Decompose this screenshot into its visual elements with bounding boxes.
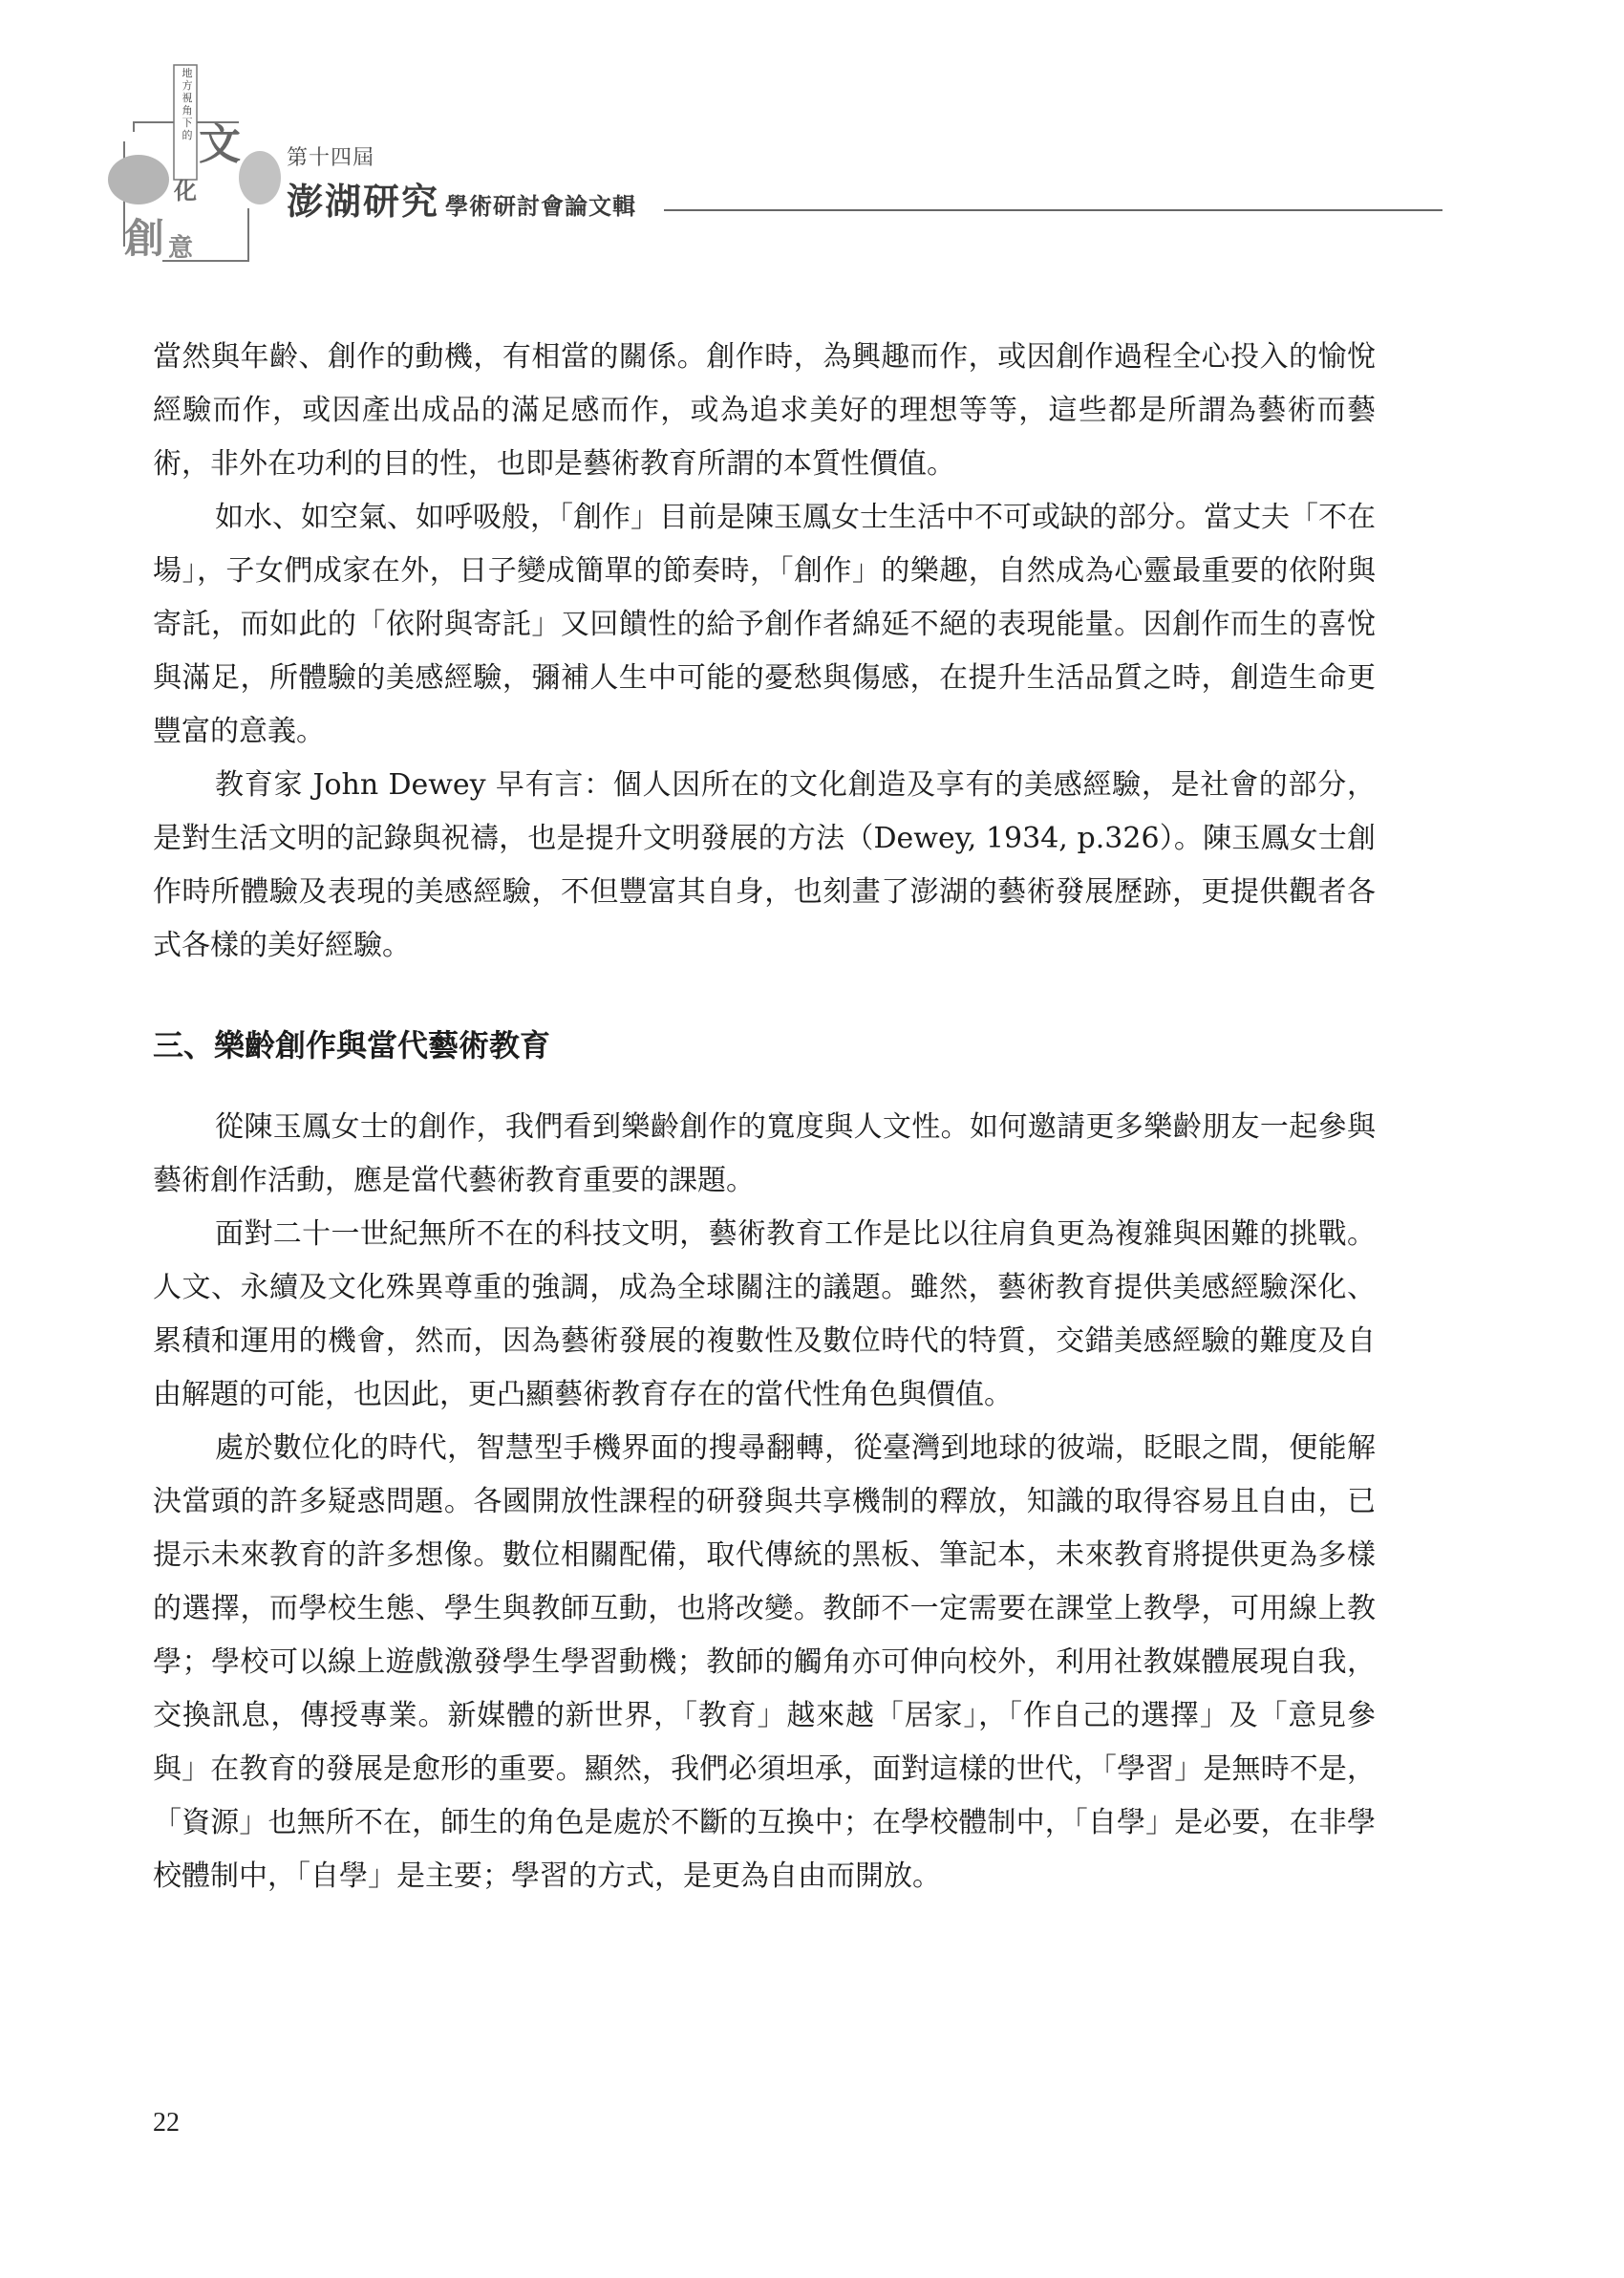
paragraph: 從陳玉鳳女士的創作，我們看到樂齡創作的寬度與人文性。如何邀請更多樂齡朋友一起參與藝術創作活動，應是當代藝術教育重要的課題。 bbox=[153, 1110, 1376, 1197]
paragraph: 如水、如空氣、如呼吸般，「創作」目前是陳玉鳳女士生活中不可或缺的部分。當丈夫「不在場」，子女們成家在外，日子變成簡單的節奏時，「創作」的樂趣，自然成為心靈最重要的依附與寄託，而如此的「依附與寄託」又回饋性的給予創作者綿延不絕的表現能量。因創作而生的喜悅與滿足，所體驗的美感經驗，彌補人生中可能的憂愁與傷感，在提升生活品質之時，創造生命更豐富的意義。 bbox=[153, 501, 1376, 748]
publication-title bbox=[287, 172, 636, 225]
paragraph: 教育家 John Dewey 早有言：個人因所在的文化創造及享有的美感經驗，是社會的部分，是對生活文明的記錄與祝禱，也是提升文明發展的方法（Dewey, 1934, p.326）。陳玉鳳女士創作時所體驗及表現的美感經驗，不但豐富其自身，也刻畫了澎湖的藝術發展歷跡，更提供觀者各式各樣的美好經驗。 bbox=[153, 768, 1376, 962]
conference-session: 第十四屆 bbox=[287, 146, 375, 170]
paragraph: 當然與年齡、創作的動機，有相當的關係。創作時，為興趣而作，或因創作過程全心投入的愉悅經驗而作，或因產出成品的滿足感而作，或為追求美好的理想等等，這些都是所謂為藝術而藝術，非外在功利的目的性，也即是藝術教育所謂的本質性價值。 bbox=[153, 340, 1376, 481]
section-heading: 三、樂齡創作與當代藝術教育 bbox=[153, 1027, 551, 1064]
logo-vertical-text: 地方視角下的 bbox=[182, 67, 193, 141]
publication-title-main: 澎湖研究 bbox=[287, 180, 440, 223]
conference-logo bbox=[105, 55, 287, 275]
paragraph: 面對二十一世紀無所不在的科技文明，藝術教育工作是比以往肩負更為複雜與困難的挑戰。人文、永續及文化殊異尊重的強調，成為全球關注的議題。雖然，藝術教育提供美感經驗深化、累積和運用的機會，然而，因為藝術發展的複數性及數位時代的特質，交錯美感經驗的難度及自由解題的可能，也因此，更凸顯藝術教育存在的當代性角色與價值。 bbox=[153, 1217, 1376, 1411]
svg-text:文: 文 bbox=[199, 120, 241, 169]
svg-text:化: 化 bbox=[174, 177, 197, 204]
svg-text:創: 創 bbox=[124, 215, 165, 262]
header-rule bbox=[664, 209, 1442, 211]
svg-text:意: 意 bbox=[168, 234, 194, 263]
article-body bbox=[153, 331, 1376, 1903]
publication-title-suffix: 學術研討會論文輯 bbox=[445, 192, 637, 220]
paragraph: 處於數位化的時代，智慧型手機界面的搜尋翻轉，從臺灣到地球的彼端，眨眼之間，便能解決當頭的許多疑惑問題。各國開放性課程的研發與共享機制的釋放，知識的取得容易且自由，已提示未來教育的許多想像。數位相關配備，取代傳統的黑板、筆記本，未來教育將提供更為多樣的選擇，而學校生態、學生與教師互動，也將改變。教師不一定需要在課堂上教學，可用線上教學；學校可以線上遊戲激發學生學習動機；教師的觸角亦可伸向校外，利用社教媒體展現自我，交換訊息，傳授專業。新媒體的新世界，「教育」越來越「居家」，「作自己的選擇」及「意見參與」在教育的發展是愈形的重要。顯然，我們必須坦承，面對這樣的世代，「學習」是無時不是，「資源」也無所不在，師生的角色是處於不斷的互換中；在學校體制中，「自學」是必要，在非學校體制中，「自學」是主要；學習的方式，是更為自由而開放。 bbox=[153, 1431, 1376, 1893]
page-number: 22 bbox=[153, 2108, 180, 2138]
